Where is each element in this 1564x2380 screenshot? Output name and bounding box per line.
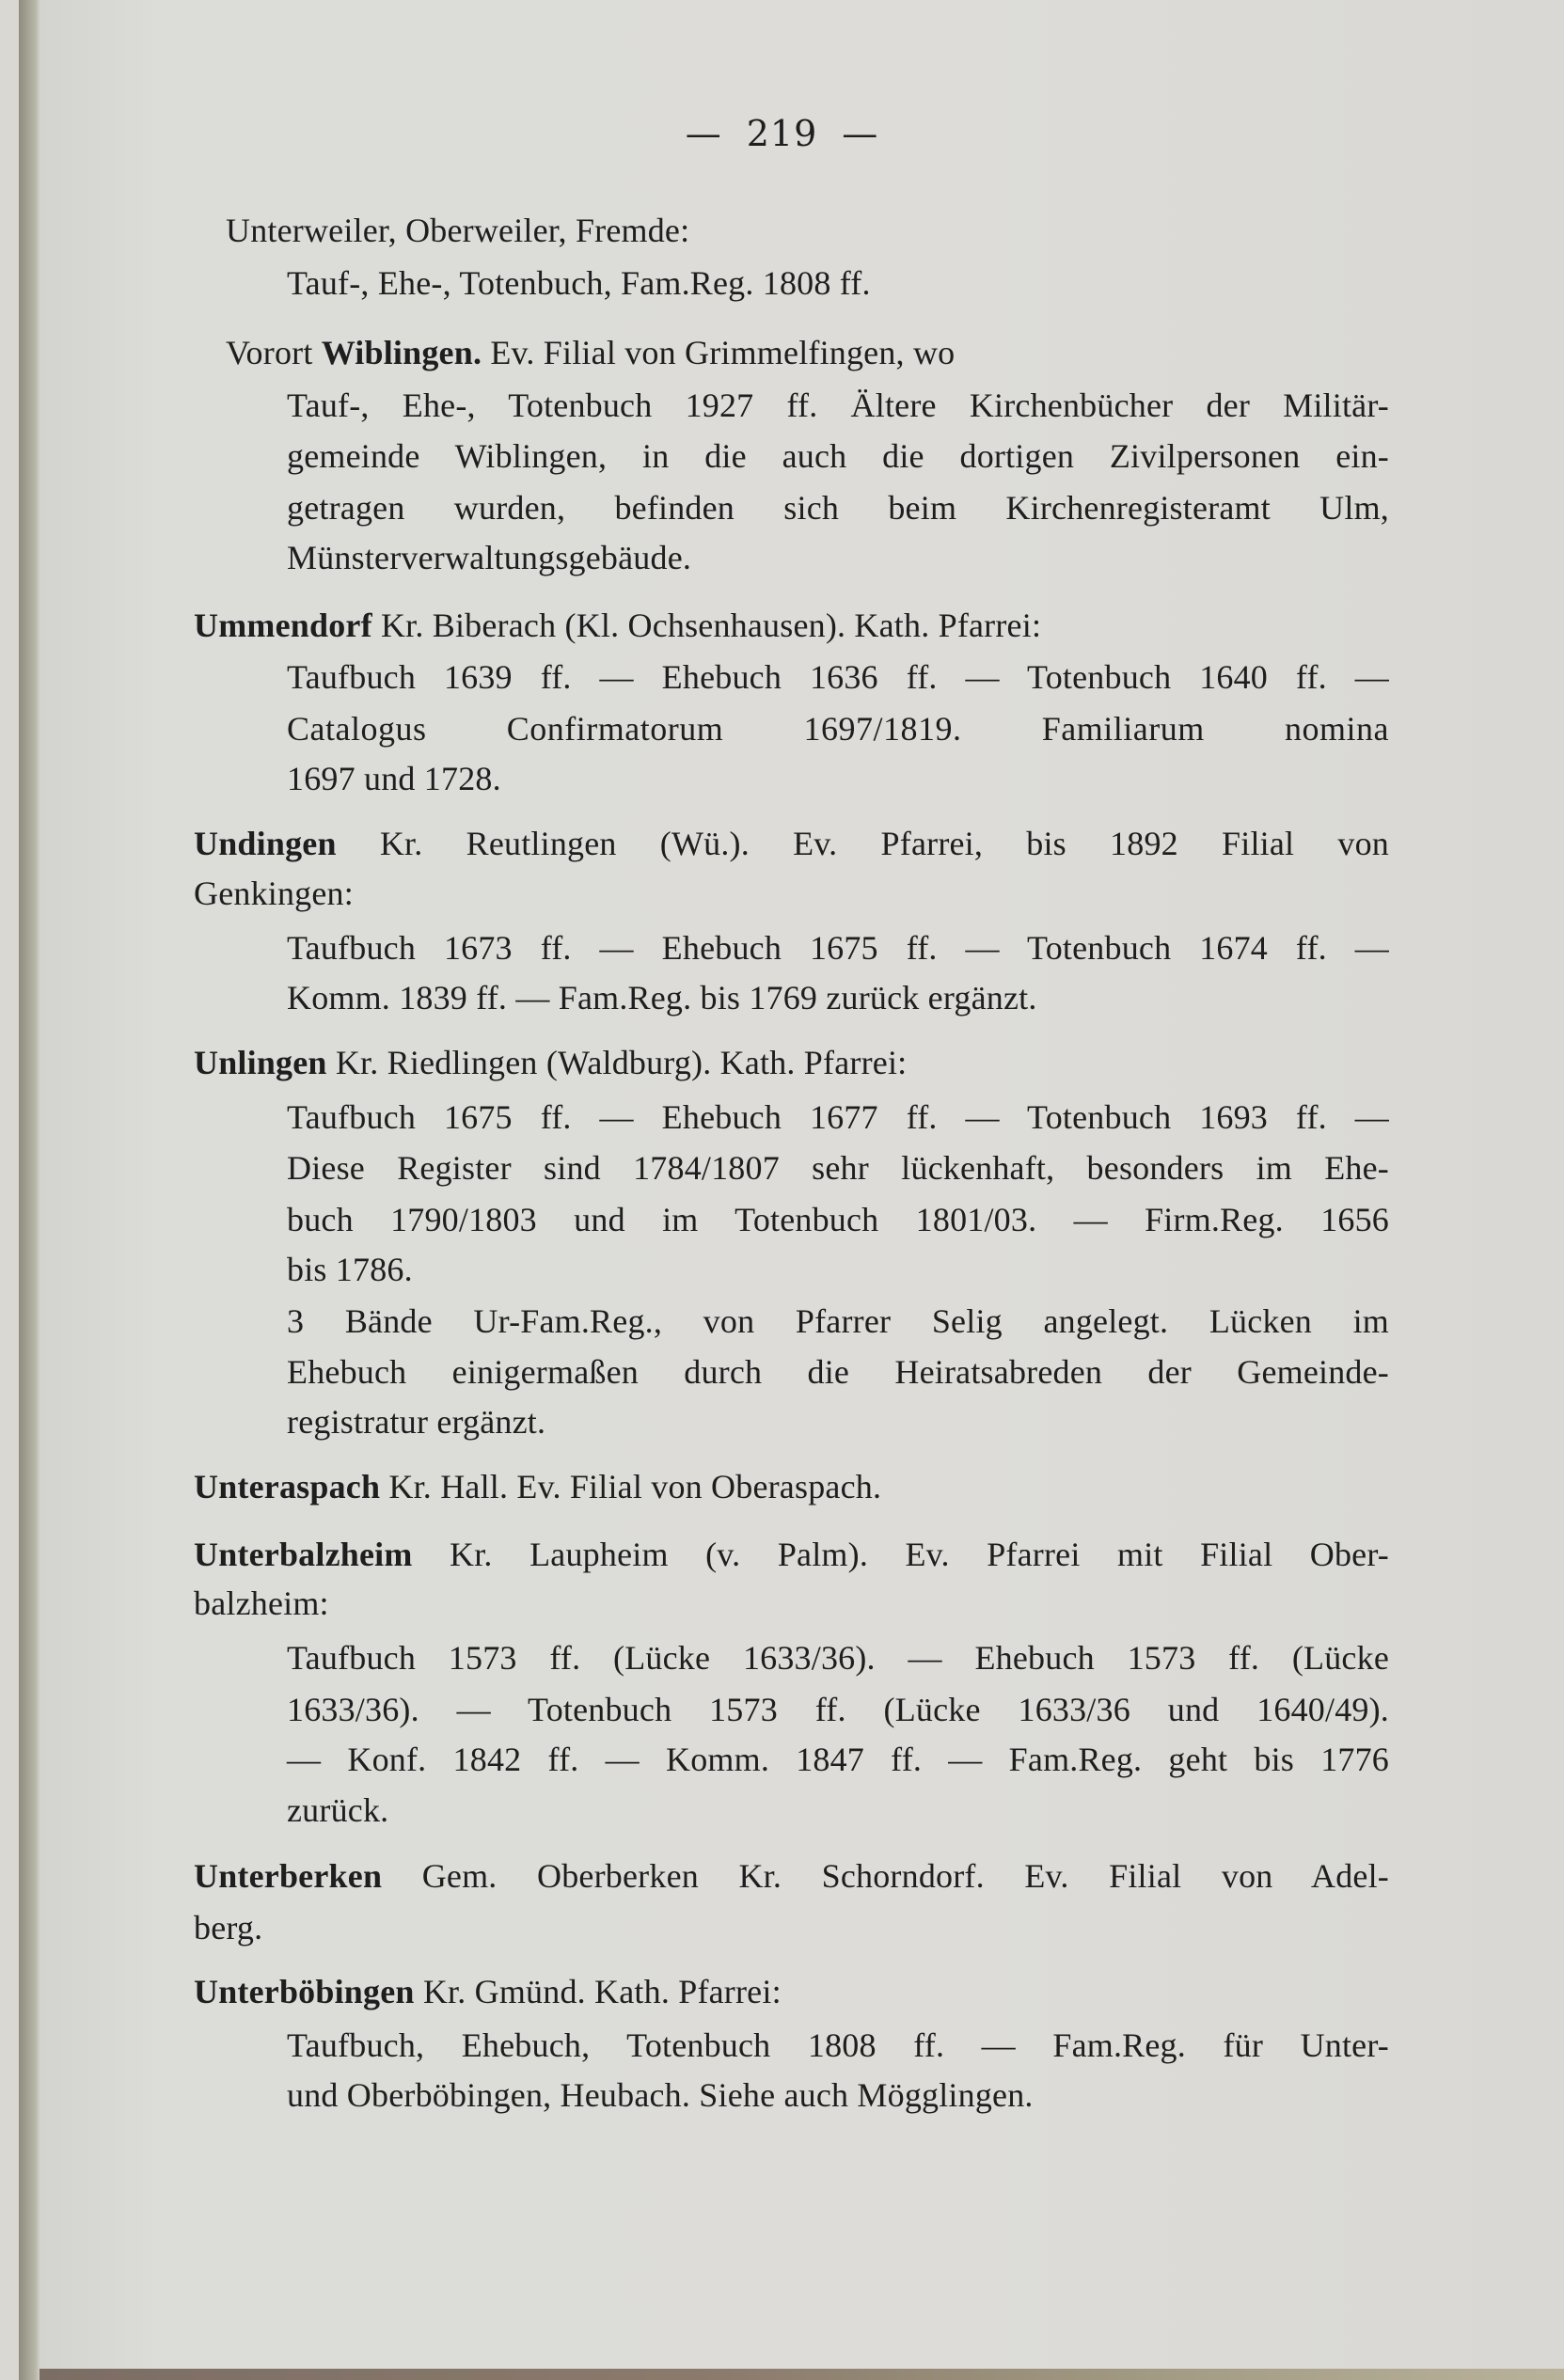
text-line: zurück. xyxy=(287,1791,389,1829)
entry-heading: Unterberken xyxy=(194,1857,383,1895)
text-line: Taufbuch 1573 ff. (Lücke 1633/36). — Ehebuch 1573 ff. (Lücke xyxy=(287,1639,1389,1677)
dash-left: — xyxy=(685,113,722,154)
entry-text: Kr. Gmünd. Kath. Pfarrei: xyxy=(422,1973,782,2010)
text-line: gemeinde Wiblingen, in die auch die dortigen Zivilpersonen ein- xyxy=(287,437,1389,475)
entry-heading: Unterbalzheim xyxy=(194,1536,413,1573)
text-line: Münsterverwaltungsgebäude. xyxy=(287,539,692,576)
entry-heading: Unlingen xyxy=(194,1044,327,1081)
entry-prefix: Vorort xyxy=(226,334,313,371)
text-line: Taufbuch, Ehebuch, Totenbuch 1808 ff. — Fam.Reg. für Unter- xyxy=(287,2026,1389,2064)
entry-unteraspach xyxy=(194,1463,881,1510)
book-spine-shadow xyxy=(19,0,39,2380)
entry-text: Kr. Hall. Ev. Filial von Oberaspach. xyxy=(388,1468,882,1505)
page-number xyxy=(0,113,1564,154)
text-line: Taufbuch 1673 ff. — Ehebuch 1675 ff. — Totenbuch 1674 ff. — xyxy=(287,929,1389,967)
text-line: registratur ergänzt. xyxy=(287,1403,546,1441)
text-line: Tauf-, Ehe-, Totenbuch, Fam.Reg. 1808 ff. xyxy=(287,264,871,302)
text-line: bis 1786. xyxy=(287,1251,413,1288)
text-line: getragen wurden, befinden sich beim Kirchenregisteramt Ulm, xyxy=(287,489,1389,527)
entry-ummendorf xyxy=(194,602,1041,649)
entry-heading: Unterböbingen xyxy=(194,1973,415,2010)
text-line: buch 1790/1803 und im Totenbuch 1801/03. — Firm.Reg. 1656 xyxy=(287,1201,1389,1238)
entry-text: Kr. Biberach (Kl. Ochsenhausen). Kath. Pfarrei: xyxy=(380,607,1042,644)
text-line: — Konf. 1842 ff. — Komm. 1847 ff. — Fam.Reg. geht bis 1776 xyxy=(287,1741,1389,1778)
text-line: Komm. 1839 ff. — Fam.Reg. bis 1769 zurück ergänzt. xyxy=(287,979,1037,1017)
entry-heading: Wiblingen. xyxy=(321,334,482,371)
text-line: Tauf-, Ehe-, Totenbuch 1927 ff. Ältere Kirchenbücher der Militär- xyxy=(287,386,1389,424)
entry-heading: Undingen xyxy=(194,825,337,862)
text-line: Unterweiler, Oberweiler, Fremde: xyxy=(226,212,690,249)
text-line: Taufbuch 1639 ff. — Ehebuch 1636 ff. — Totenbuch 1640 ff. — xyxy=(287,658,1389,696)
text-line: Catalogus Confirmatorum 1697/1819. Familiarum nomina xyxy=(287,710,1389,748)
entry-text: Kr. Riedlingen (Waldburg). Kath. Pfarrei: xyxy=(335,1044,908,1081)
text-line: berg. xyxy=(194,1909,263,1947)
entry-vorort-wiblingen xyxy=(226,329,955,376)
scan-margin xyxy=(0,0,19,2380)
entry-unterboebingen xyxy=(194,1968,782,2015)
text-line: Taufbuch 1675 ff. — Ehebuch 1677 ff. — Totenbuch 1693 ff. — xyxy=(287,1098,1389,1136)
dash-right: — xyxy=(842,113,879,154)
entry-undingen xyxy=(194,820,1389,867)
text-line: 1697 und 1728. xyxy=(287,760,501,797)
entry-text: Gem. Oberberken Kr. Schorndorf. Ev. Filial von Adel- xyxy=(421,1857,1389,1895)
text-line: Genkingen: xyxy=(194,875,354,912)
entry-unterbalzheim xyxy=(194,1531,1389,1578)
text-line: Ehebuch einigermaßen durch die Heiratsabreden der Gemeinde- xyxy=(287,1353,1389,1391)
entry-text: Ev. Filial von Grimmelfingen, wo xyxy=(490,334,956,371)
text-line: 3 Bände Ur-Fam.Reg., von Pfarrer Selig angelegt. Lücken im xyxy=(287,1302,1389,1340)
entry-unterberken xyxy=(194,1852,1389,1899)
text-line: Diese Register sind 1784/1807 sehr lückenhaft, besonders im Ehe- xyxy=(287,1149,1389,1187)
text-line: 1633/36). — Totenbuch 1573 ff. (Lücke 1633/36 und 1640/49). xyxy=(287,1691,1389,1728)
text-line: balzheim: xyxy=(194,1584,329,1622)
entry-unlingen xyxy=(194,1039,907,1086)
text-line: und Oberböbingen, Heubach. Siehe auch Mögglingen. xyxy=(287,2076,1034,2114)
page-number-value: 219 xyxy=(746,113,818,154)
entry-text: Kr. Laupheim (v. Palm). Ev. Pfarrei mit Filial Ober- xyxy=(450,1536,1389,1573)
entry-heading: Unteraspach xyxy=(194,1468,381,1505)
page-bottom-edge xyxy=(39,2369,1564,2380)
entry-heading: Ummendorf xyxy=(194,607,372,644)
entry-text: Kr. Reutlingen (Wü.). Ev. Pfarrei, bis 1892 Filial von xyxy=(379,825,1389,862)
